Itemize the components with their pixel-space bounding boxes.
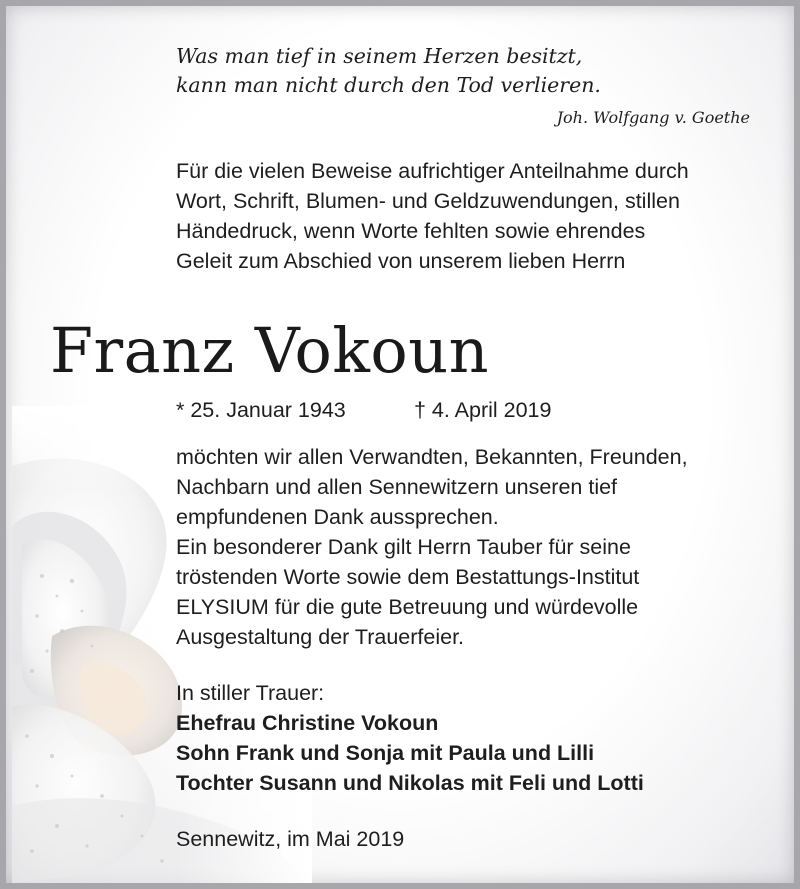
intro-line-3: Händedruck, wenn Worte fehlten sowie ehrendes xyxy=(176,219,646,243)
quote-line-1: Was man tief in seinem Herzen besitzt, xyxy=(176,44,583,68)
thanks-line-4: Ein besonderer Dank gilt Herrn Tauber für seine xyxy=(176,535,631,559)
mourning-label: In stiller Trauer: xyxy=(176,681,325,705)
thanks-line-3: empfundenen Dank aussprechen. xyxy=(176,505,499,529)
deceased-name: Franz Vokoun xyxy=(50,314,490,387)
thanks-line-1: möchten wir allen Verwandten, Bekannten, Freunden, xyxy=(176,445,688,469)
mourner-1: Ehefrau Christine Vokoun xyxy=(176,711,439,735)
mourner-2: Sohn Frank und Sonja mit Paula und Lilli xyxy=(176,741,595,765)
intro-line-4: Geleit zum Abschied von unserem lieben Herrn xyxy=(176,249,626,273)
death-date: † 4. April 2019 xyxy=(414,398,552,422)
place-date: Sennewitz, im Mai 2019 xyxy=(176,827,405,851)
thanks-line-5: tröstenden Worte sowie dem Bestattungs-Institut xyxy=(176,565,640,589)
quote-author: Joh. Wolfgang v. Goethe xyxy=(556,108,750,127)
intro-line-1: Für die vielen Beweise aufrichtiger Anteilnahme durch xyxy=(176,159,689,183)
mourner-3: Tochter Susann und Nikolas mit Feli und Lotti xyxy=(176,771,644,795)
thanks-line-6: ELYSIUM für die gute Betreuung und würdevolle xyxy=(176,595,639,619)
thanks-line-7: Ausgestaltung der Trauerfeier. xyxy=(176,625,465,649)
quote-line-2: kann man nicht durch den Tod verlieren. xyxy=(176,73,601,97)
birth-date: * 25. Januar 1943 xyxy=(176,398,346,422)
intro-line-2: Wort, Schrift, Blumen- und Geldzuwendungen, stillen xyxy=(176,189,680,213)
thanks-line-2: Nachbarn und allen Sennewitzern unseren tief xyxy=(176,475,618,499)
